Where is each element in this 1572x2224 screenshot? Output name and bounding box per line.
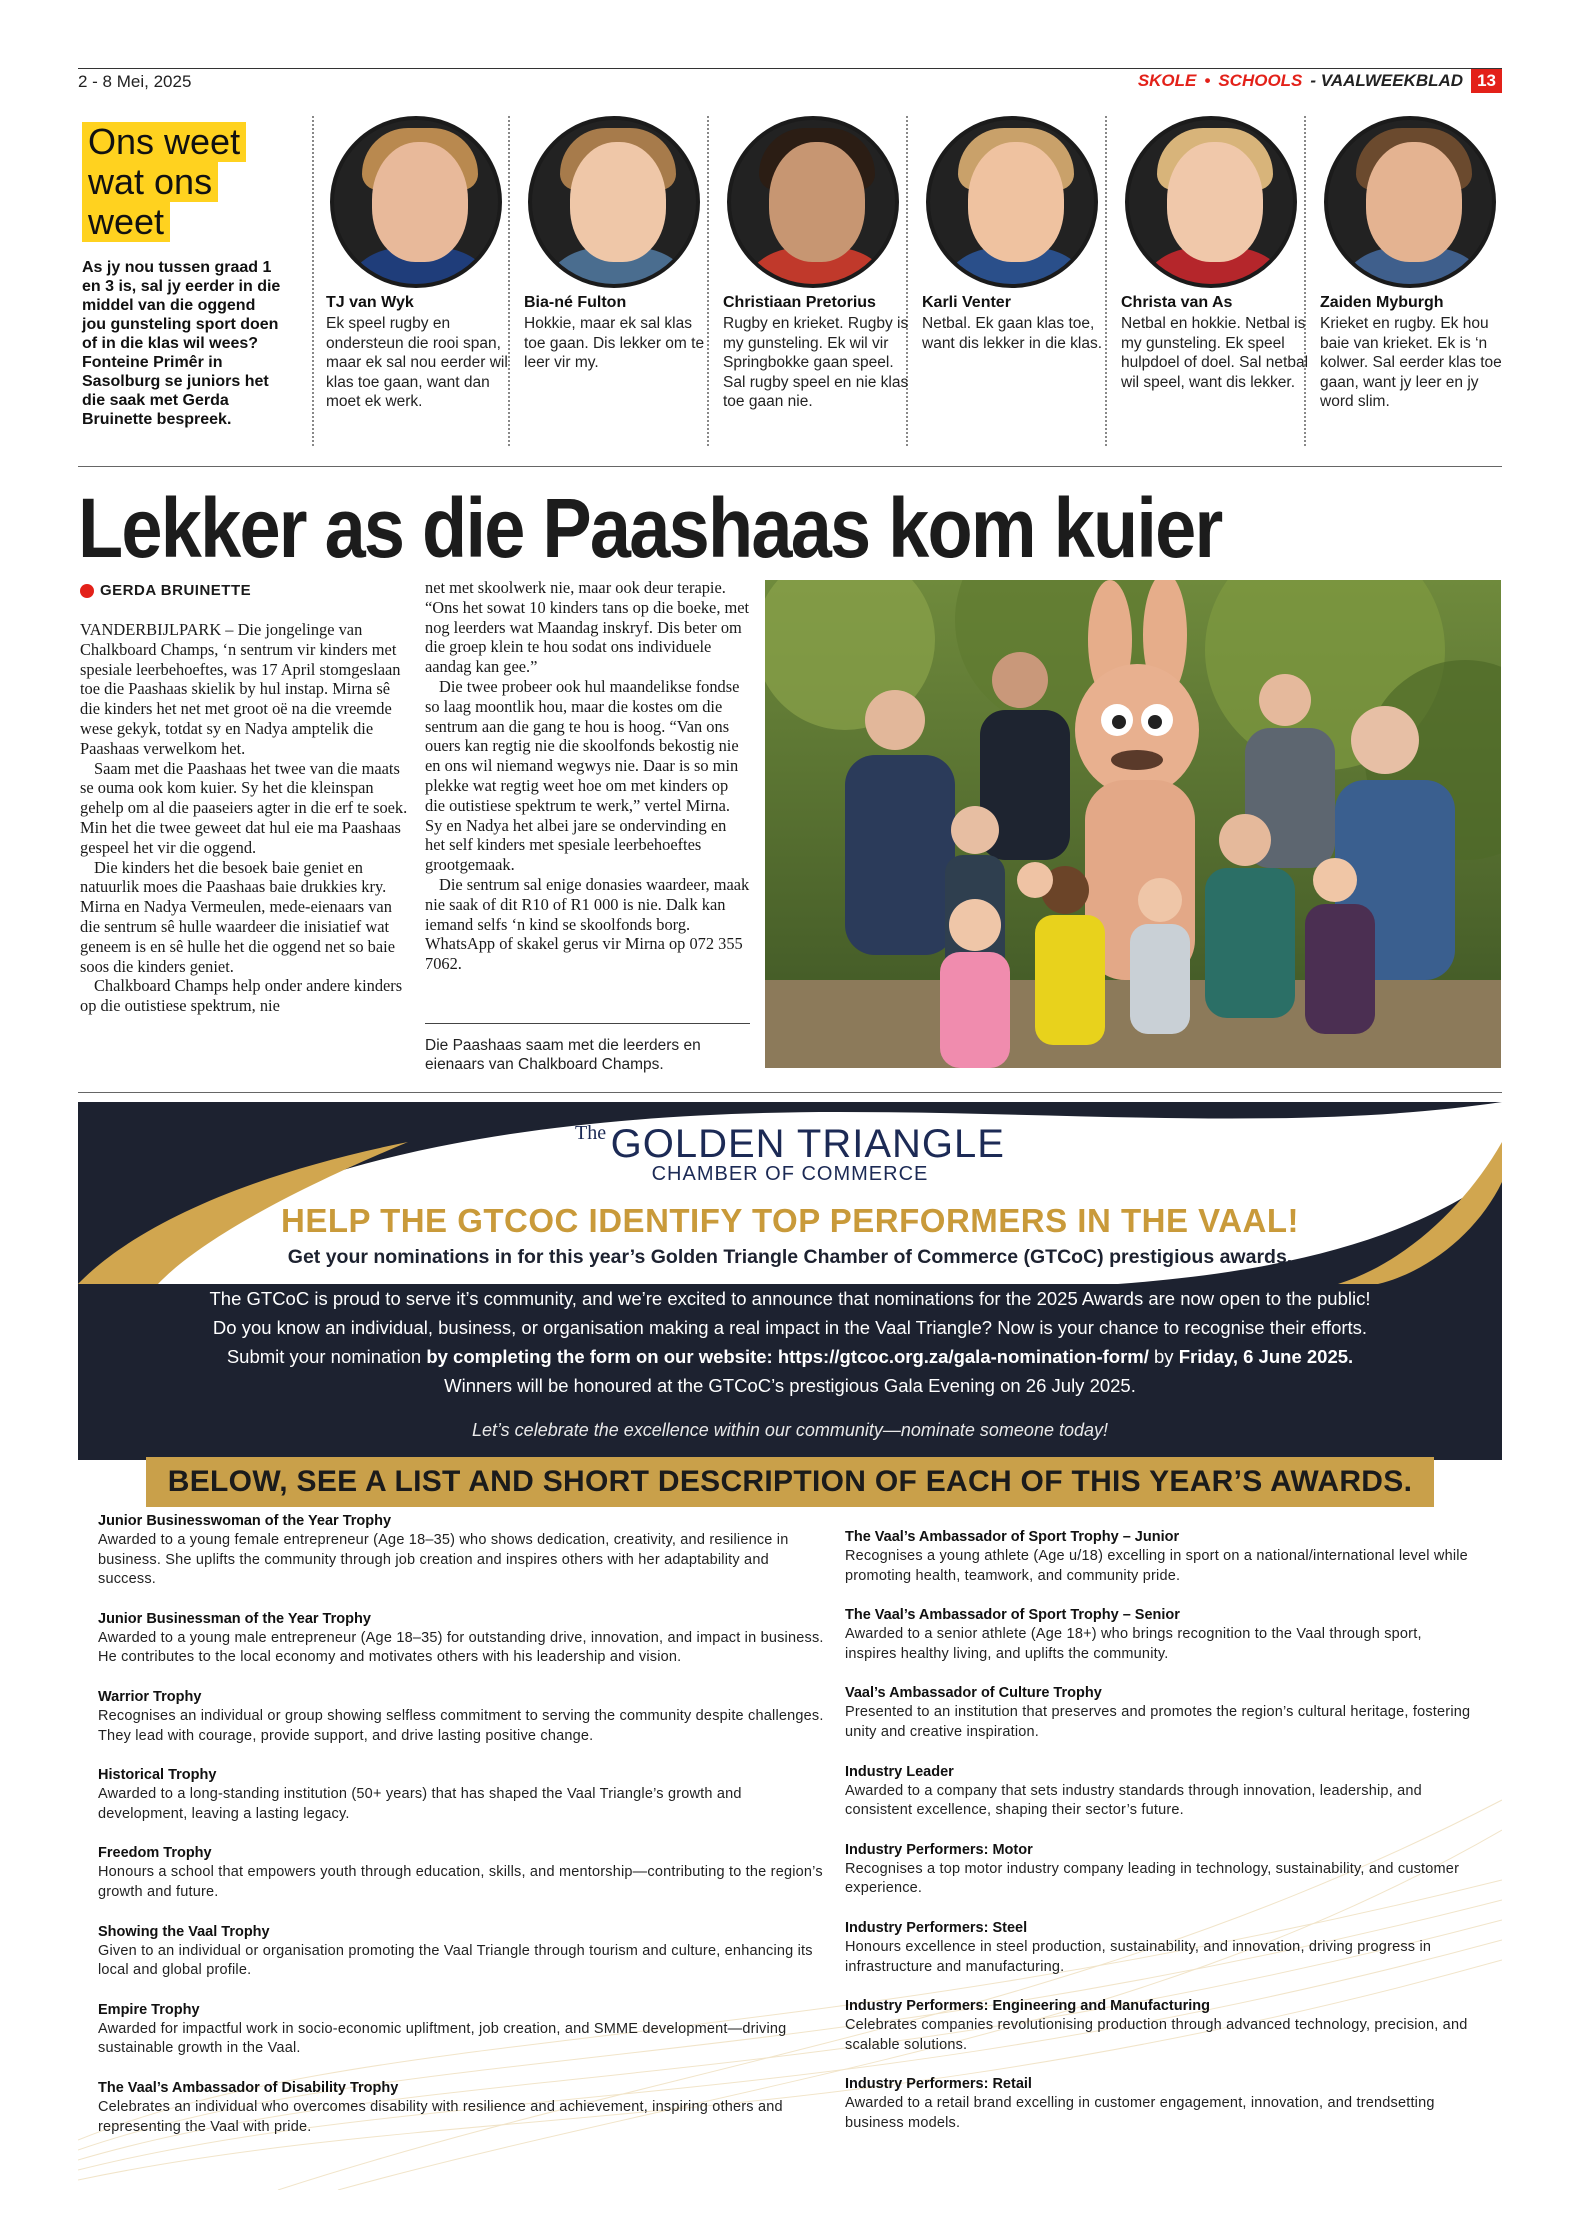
award-entry — [98, 2079, 828, 2137]
award-description: Recognises an individual or group showing selfless commitment to serving the community despite challenges. They lead with courage, provide support, and drive lasting positive change. — [98, 1707, 824, 1744]
award-entry — [845, 1997, 1475, 2055]
award-description: Awarded to a retail brand excelling in customer engagement, innovation, and trendsetting business models. — [845, 2095, 1435, 2131]
gtcoc-body-part: by — [1148, 1346, 1179, 1367]
kid-quote: Rugby en krieket. Rugby is my gunsteling. Ek wil vir Springbokke gaan speel. Sal rugby speel en nie klas toe gaan nie. — [723, 315, 909, 410]
article-headline: Lekker as die Paashaas kom kuier — [78, 481, 1222, 575]
easter-bunny-photo-illustration — [765, 580, 1501, 1068]
logo-the: The — [575, 1122, 607, 1144]
award-title: Industry Performers: Motor — [845, 1841, 1033, 1858]
award-description: Given to an individual or organisation promoting the Vaal Triangle through tourism and culture, enhancing its local and global profile. — [98, 1942, 813, 1979]
kid-profile — [922, 116, 1112, 353]
award-description: Recognises a young athlete (Age u/18) excelling in sport on a national/international level while promoting health, teamwork, and community pride. — [845, 1548, 1468, 1584]
byline — [80, 582, 251, 599]
award-title: The Vaal’s Ambassador of Sport Trophy – Senior — [845, 1607, 1180, 1624]
kid-quote: Hokkie, maar ek sal klas toe gaan. Dis lekker om te leer vir my. — [524, 315, 705, 371]
award-title: Vaal’s Ambassador of Culture Trophy — [845, 1685, 1102, 1702]
section-skole: SKOLE — [1137, 71, 1197, 90]
article-paragraph: Saam met die Paashaas het twee van die maats se ouma ook kom kuier. Sy het die kleinspan gehelp om al die paaseiers agter in die erf te soek. Min het die twee geweet dat hul eie ma Paashaas gespeel het vir die oggend. — [80, 758, 408, 857]
gtcoc-logo — [78, 1122, 1502, 1186]
kid-portrait-face — [1167, 142, 1263, 262]
article-column-1 — [80, 620, 410, 1016]
kid-portrait-face — [769, 142, 865, 262]
award-entry — [98, 1923, 828, 1981]
kid-portrait — [1324, 116, 1496, 288]
kid-portrait — [1125, 116, 1297, 288]
ons-weet-title — [82, 122, 262, 242]
award-entry — [98, 2001, 828, 2059]
award-title: Industry Leader — [845, 1763, 954, 1780]
kid-profile — [1121, 116, 1311, 392]
award-title: Industry Performers: Steel — [845, 1919, 1028, 1936]
article-paragraph: Chalkboard Champs help onder andere kinders op die outistiese spektrum, nie — [80, 976, 403, 1016]
kid-portrait — [727, 116, 899, 288]
section-separator: • — [1204, 71, 1211, 90]
kid-name: TJ van Wyk — [326, 294, 414, 311]
kid-quote: Netbal. Ek gaan klas toe, want dis lekker in die klas. — [922, 315, 1103, 352]
award-entry — [845, 1606, 1475, 1664]
article-paragraph: Die sentrum sal enige donasies waardeer, maak nie saak of dit R10 of R1 000 is nie. Dalk kan iemand selfs ‘n kind se skoolfonds borg. WhatsApp of skakel gerus vir Mirna op 072 355 7062. — [425, 874, 750, 974]
gtcoc-banner — [78, 1102, 1502, 1460]
photo-caption: Die Paashaas saam met die leerders en eienaars van Chalkboard Champs. — [425, 1037, 701, 1073]
caption-rule — [425, 1023, 750, 1024]
award-title: Junior Businessman of the Year Trophy — [98, 1610, 371, 1627]
easter-bunny-photo — [765, 580, 1501, 1068]
award-description: Honours excellence in steel production, sustainability, and innovation, driving progress in infrastructure and manufacturing. — [845, 1938, 1432, 1975]
kid-name: Christa van As — [1121, 294, 1233, 311]
kid-name: Zaiden Myburgh — [1320, 294, 1444, 311]
award-entry — [98, 1766, 828, 1824]
ons-weet-title-line: weet — [82, 202, 170, 242]
kid-portrait — [926, 116, 1098, 288]
gtcoc-body — [78, 1284, 1502, 1400]
gtcoc-headline: HELP THE GTCOC IDENTIFY TOP PERFORMERS IN THE VAAL! — [280, 1202, 1300, 1239]
logo-main: GOLDEN TRIANGLE — [610, 1122, 1005, 1166]
gtcoc-call-to-action: Let’s celebrate the excellence within our community—nominate someone today! — [471, 1420, 1108, 1440]
kid-name: Christiaan Pretorius — [723, 294, 876, 311]
kid-profile — [723, 116, 913, 412]
paper-name: - VAALWEEKBLAD — [1310, 71, 1464, 90]
award-entry — [845, 1919, 1475, 1977]
gtcoc-body-part: Submit your nomination — [226, 1346, 427, 1367]
award-entry — [845, 2075, 1475, 2133]
award-entry — [98, 1844, 828, 1902]
award-title: Industry Performers: Retail — [845, 2076, 1032, 2093]
kid-quote: Netbal en hokkie. Netbal is my gunsteling. Ek speel hulpdoel of doel. Sal netbal wil speel, want dis lekker. — [1121, 315, 1309, 391]
kid-name: Karli Venter — [922, 294, 1011, 311]
gtcoc-deadline: Friday, 6 June 2025. — [1178, 1346, 1354, 1367]
byline-dot-icon — [80, 584, 94, 598]
kid-profile — [326, 116, 516, 412]
logo-sub: CHAMBER OF COMMERCE — [651, 1163, 929, 1185]
award-entry — [98, 1688, 828, 1746]
kid-profile — [1320, 116, 1510, 412]
award-title: Junior Businesswoman of the Year Trophy — [98, 1513, 392, 1529]
kid-name: Bia-né Fulton — [524, 294, 627, 311]
award-title: The Vaal’s Ambassador of Sport Trophy – Junior — [845, 1529, 1180, 1545]
award-title: Empire Trophy — [98, 2001, 200, 2018]
award-entry — [845, 1684, 1475, 1742]
award-entry — [98, 1512, 828, 1590]
section-rule — [78, 466, 1502, 467]
kid-portrait — [330, 116, 502, 288]
award-description: Recognises a top motor industry company leading in technology, sustainability, and customer experience. — [845, 1860, 1460, 1897]
kid-portrait-face — [372, 142, 468, 262]
ons-weet-title-line: Ons weet — [82, 122, 246, 162]
award-title: Warrior Trophy — [98, 1688, 202, 1705]
kid-quote: Ek speel rugby en ondersteun die rooi span, maar ek sal nou eerder wil klas toe gaan, want dan moet ek werk. — [326, 315, 508, 410]
award-title: The Vaal’s Ambassador of Disability Trophy — [98, 2079, 399, 2096]
awards-right-column — [845, 1528, 1475, 2154]
kid-portrait-face — [570, 142, 666, 262]
ons-weet-intro: As jy nou tussen graad 1 en 3 is, sal jy eerder in die middel van die oggend jou gunsteling sport doen of in die klas wil wees? Fonteine Primêr in Sasolburg se juniors het die saak met Gerda Bruinette bespreek. — [82, 259, 281, 428]
award-entry — [845, 1528, 1475, 1586]
gtcoc-nomination-link: by completing the form on our website: https://gtcoc.org.za/gala-nomination-form/ — [426, 1346, 1149, 1367]
award-description: Awarded to a company that sets industry standards through innovation, leadership, and consistent excellence, shaping their sector’s future. — [845, 1782, 1422, 1819]
article-paragraph: VANDERBIJLPARK – Die jongelinge van Chalkboard Champs, ‘n sentrum vir kinders met spesiale leerbehoeftes, was 17 April stomgeslaan toe die Paashaas skielik by hul instap. Mirna sê die kinders het net met groot oë na die vreemde wese gekyk, totdat sy en Nadya amptelik die Paashaas verwelkom het. — [80, 620, 401, 758]
kid-portrait — [528, 116, 700, 288]
kid-quote: Krieket en rugby. Ek hou baie van krieket. Ek is ‘n kolwer. Sal eerder klas toe gaan, want jy leer en jy word slim. — [1320, 315, 1502, 410]
article-column-2 — [425, 578, 750, 974]
kid-portrait-face — [1366, 142, 1462, 262]
award-description: Celebrates companies revolutionising production through advanced technology, precision, and scalable solutions. — [845, 2017, 1468, 2053]
gtcoc-body-line — [78, 1342, 1502, 1371]
kid-portrait-face — [968, 142, 1064, 262]
award-description: Awarded to a long-standing institution (50+ years) that has shaped the Vaal Triangle’s growth and development, leaving a lasting legacy. — [98, 1786, 742, 1822]
ons-weet-title-line: wat ons — [82, 162, 218, 202]
section-schools: SCHOOLS — [1218, 71, 1303, 90]
award-title: Historical Trophy — [98, 1767, 217, 1784]
article-paragraph: net met skoolwerk nie, maar ook deur terapie. “Ons het sowat 10 kinders tans op die boeke, met nog leerders wat Maandag inskryf. Dis beter om die groep klein te hou sodat ons individuele aandag kan gee.” — [425, 578, 750, 677]
award-description: Honours a school that empowers youth through education, skills, and mentorship—contributing to the region’s growth and future. — [98, 1864, 823, 1900]
award-description: Awarded to a young male entrepreneur (Age 18–35) for outstanding drive, innovation, and impact in business. He contributes to the local economy and motivates others with his leadership and vision. — [98, 1629, 824, 1666]
section-rule — [78, 1092, 1502, 1093]
award-description: Awarded to a young female entrepreneur (Age 18–35) who shows dedication, creativity, and resilience in business. She uplifts the community through job creation and inspires others with her adaptability and success. — [98, 1532, 789, 1588]
award-entry — [98, 1610, 828, 1668]
article-paragraph: Die twee probeer ook hul maandelikse fondse so laag moontlik hou, maar die kostes om die sentrum aan die gang te hou is hoog. “Van ons ouers kan regtig nie die skoolfonds bekostig nie en ons wil niemand wegwys nie. Daar is so min plekke wat regtig weet hoe om met kinders op die outistiese spektrum te werk,” vertel Mirna. Sy en Nadya het albei jare se ondervinding en het self kinders met spesiale leerbehoeftes grootgemaak. — [425, 676, 740, 875]
awards-left-column — [98, 1512, 828, 2157]
award-description: Presented to an institution that preserves and promotes the region’s cultural heritage, fostering unity and creative inspiration. — [845, 1704, 1471, 1740]
section-header — [1138, 69, 1502, 93]
page-number: 13 — [1471, 69, 1502, 93]
kid-profile — [524, 116, 714, 373]
award-title: Showing the Vaal Trophy — [98, 1923, 270, 1940]
award-entry — [845, 1763, 1475, 1821]
byline-author: GERDA BRUINETTE — [100, 582, 252, 599]
article-paragraph: Die kinders het die besoek baie geniet en natuurlik moes die Paashaas baie drukkies kry. Mirna en Nadya Vermeulen, mede-eienaars van die sentrum sê hulle waardeer die inisiatief wat geneem is en sê hulle het die oggend net so baie soos die kinders geniet. — [80, 857, 395, 976]
awards-list-heading: BELOW, SEE A LIST AND SHORT DESCRIPTION OF EACH OF THIS YEAR’S AWARDS. — [146, 1457, 1434, 1507]
gtcoc-body-line: The GTCoC is proud to serve it’s community, and we’re excited to announce that nominations for the 2025 Awards are now open to the public! — [209, 1288, 1371, 1309]
award-description: Celebrates an individual who overcomes disability with resilience and achievement, inspiring others and representing the Vaal with pride. — [98, 2098, 783, 2135]
award-title: Freedom Trophy — [98, 1845, 212, 1862]
award-description: Awarded for impactful work in socio-economic upliftment, job creation, and SMME development—driving sustainable growth in the Vaal. — [98, 2020, 787, 2057]
award-description: Awarded to a senior athlete (Age 18+) who brings recognition to the Vaal through sport, inspires healthy living, and uplifts the community. — [845, 1626, 1422, 1662]
gtcoc-body-line: Do you know an individual, business, or organisation making a real impact in the Vaal Triangle? Now is your chance to recognise their efforts. — [212, 1317, 1368, 1338]
column-divider — [312, 116, 314, 446]
gtcoc-body-line: Winners will be honoured at the GTCoC’s prestigious Gala Evening on 26 July 2025. — [444, 1375, 1136, 1396]
gtcoc-subhead: Get your nominations in for this year’s Golden Triangle Chamber of Commerce (GTCoC) prestigious awards. — [287, 1246, 1293, 1268]
issue-date: 2 - 8 Mei, 2025 — [78, 72, 192, 91]
award-title: Industry Performers: Engineering and Manufacturing — [845, 1998, 1210, 2015]
award-entry — [845, 1841, 1475, 1899]
